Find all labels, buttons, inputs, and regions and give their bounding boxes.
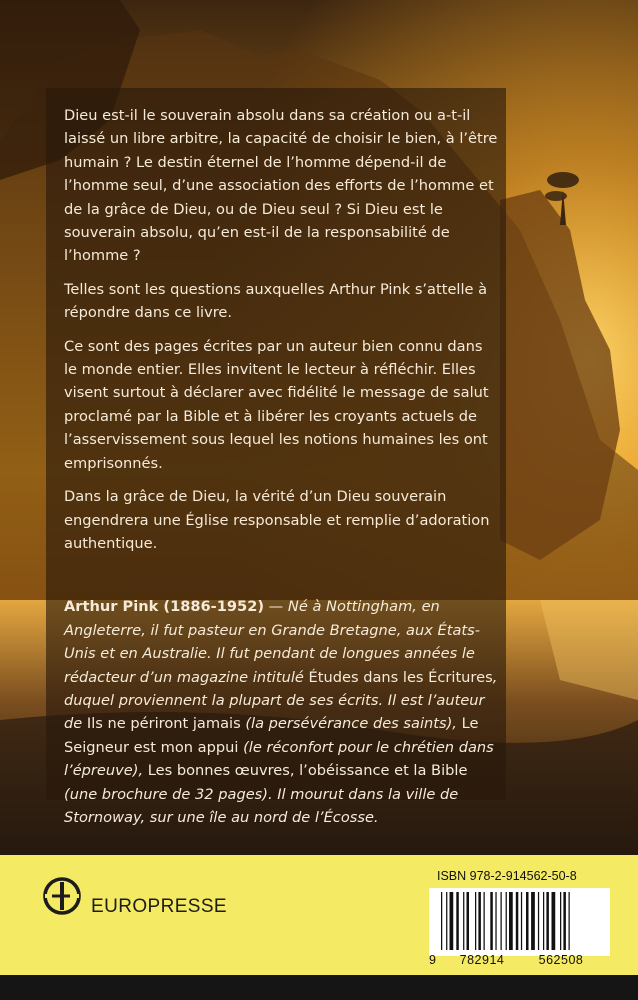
barcode-bar: [531, 892, 535, 950]
barcode-bar: [543, 892, 544, 950]
barcode-lead-digit: 9: [429, 953, 437, 967]
book-title-3: Le Seigneur est mon appui: [64, 715, 479, 756]
book-title-4: Les bonnes œuvres, l’obéissance et la Bible: [147, 762, 468, 780]
barcode: [429, 888, 610, 956]
book-title-2: Ils ne périront jamais: [86, 715, 241, 733]
barcode-bar: [495, 892, 496, 950]
barcode-bar: [478, 892, 481, 950]
barcode-bar: [546, 892, 549, 950]
barcode-bar: [484, 892, 485, 950]
barcode-bar: [467, 892, 470, 950]
barcode-bar: [456, 892, 459, 950]
barcode-bar: [538, 892, 539, 950]
bio-text-4: (le réconfort pour le chrétien dans l’épreuve),: [64, 738, 494, 780]
barcode-bar: [552, 892, 556, 950]
barcode-bar: [526, 892, 529, 950]
book-title-1: Études dans les Écritures: [308, 668, 493, 686]
blurb-paragraph-2: Telles sont les questions auxquelles Arthur Pink s’attelle à répondre dans ce livre.: [64, 280, 488, 322]
barcode-bar: [475, 892, 476, 950]
barcode-bar: [506, 892, 507, 950]
barcode-bar: [441, 892, 442, 950]
barcode-group-1: 782914: [459, 953, 505, 967]
barcode-bar: [509, 892, 513, 950]
barcode-bar: [490, 892, 493, 950]
barcode-number: [429, 953, 610, 967]
blurb-paragraph-3: Ce sont des pages écrites par un auteur bien connu dans le monde entier. Elles invitent le lecteur à réfléchir. Elles visent surtout à déclarer avec fidélité le message de salut proclamé par la Bible et à libérer les croyants actuels de l’asservissement sous lequel les notions humaines les ont emprisonnés.: [64, 337, 489, 472]
barcode-bar: [446, 892, 447, 950]
barcode-bar: [563, 892, 566, 950]
bio-text-3: (la persévérance des saints),: [240, 715, 462, 733]
europresse-logo-icon: [42, 876, 82, 916]
barcode-bar: [450, 892, 454, 950]
barcode-bar: [560, 892, 561, 950]
barcode-group-2: 562508: [538, 953, 584, 967]
barcode-bar: [521, 892, 522, 950]
bio-text-2: , duquel proviennent la plupart de ses écrits. Il est l’auteur de: [64, 668, 498, 733]
isbn-label: ISBN 978-2-914562-50-8: [437, 869, 577, 883]
blurb-paragraph-1: Dieu est-il le souverain absolu dans sa création ou a-t-il laissé un libre arbitre, la capacité de choisir le bien, à l’être humain ? Le destin éternel de l’homme dépend-il de l’homme seul, d’une association des efforts de l’homme et de la grâce de Dieu, ou de Dieu seul ? Si Dieu est le souverain absolu, qu’en est-il de la responsabilité de l’homme ?: [64, 107, 498, 265]
blurb-paragraph-4: Dans la grâce de Dieu, la vérité d’un Dieu souverain engendrera une Église responsable et remplie d’adoration authentique.: [64, 488, 490, 552]
bio-text-1: Né à Nottingham, en Angleterre, il fut pasteur en Grande Bretagne, aux États-Unis et en Australie. Il fut pendant de longues années le rédacteur d’un magazine intitulé: [64, 598, 481, 686]
publisher-name: EUROPRESSE: [91, 896, 227, 917]
footer-strip: [0, 975, 638, 1000]
bio-dash: —: [264, 598, 288, 616]
barcode-bar: [516, 892, 519, 950]
barcode-bar: [569, 892, 570, 950]
text-panel: [64, 104, 498, 839]
barcode-bar: [501, 892, 502, 950]
author-name: Arthur Pink (1886-1952): [64, 598, 265, 616]
bio-text-5: (une brochure de 32 pages). Il mourut dans la ville de Stornoway, sur une île au nord de l’Écosse.: [64, 785, 459, 826]
barcode-bar: [463, 892, 464, 950]
author-bio: [64, 595, 498, 829]
